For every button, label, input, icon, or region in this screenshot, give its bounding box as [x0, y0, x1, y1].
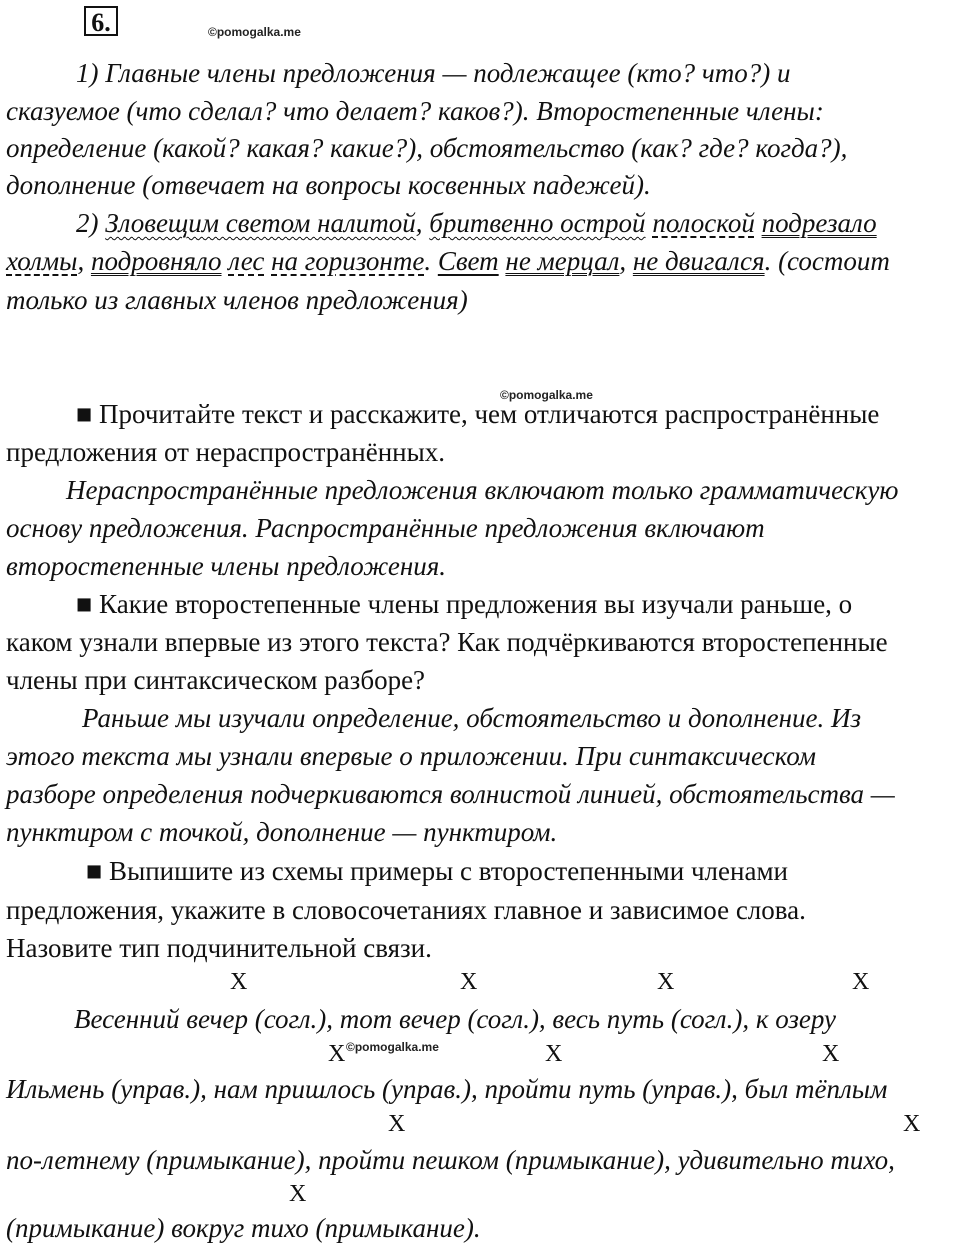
- reply3-line2: Ильмень (управ.), нам пришлось (управ.), пройти путь (управ.), был тёплым: [6, 1074, 888, 1104]
- question2-line2: каком узнали впервые из этого текста? Как подчёркиваются второстепенные: [6, 627, 888, 657]
- reply2-line3: разборе определения подчеркиваются волнистой линией, обстоятельства —: [6, 779, 895, 809]
- comma: ,: [77, 246, 91, 276]
- comma: ,: [415, 208, 430, 238]
- watermark-top: ©pomogalka.me: [208, 25, 301, 39]
- reply1-line3: второстепенные члены предложения.: [6, 551, 447, 581]
- answer2-line2: [6, 244, 890, 278]
- answer2-tail: . (состоит: [764, 246, 890, 276]
- answer1-line2: сказуемое (что сделал? что делает? каков?). Второстепенные члены:: [6, 96, 824, 126]
- adverbial-word: полоской: [652, 208, 755, 238]
- answer1-line4: дополнение (отвечает на вопросы косвенных падежей).: [6, 170, 651, 200]
- main-word-mark: X: [903, 1111, 921, 1137]
- reply1-line1: Нераспространённые предложения включают только грамматическую: [66, 475, 899, 505]
- reply2-line2: этого текста мы узнали впервые о приложении. При синтаксическом: [6, 741, 816, 771]
- object-word-2: лес: [228, 246, 265, 276]
- watermark-middle: ©pomogalka.me: [500, 388, 593, 402]
- main-word-mark: X: [657, 969, 675, 995]
- subject-word: Свет: [437, 246, 499, 276]
- predicate-word-4: не двигался: [632, 246, 765, 276]
- watermark-bottom: ©pomogalka.me: [346, 1040, 439, 1054]
- reply3-line1: Весенний вечер (согл.), тот вечер (согл.), весь путь (согл.), к озеру: [74, 1004, 836, 1034]
- question1-line1: ■ Прочитайте текст и расскажите, чем отличаются распространённые: [76, 399, 880, 429]
- answer2-line3: только из главных членов предложения): [6, 285, 468, 315]
- answer1-line3: определение (какой? какая? какие?), обстоятельство (как? где? когда?),: [6, 133, 848, 163]
- reply3-line4: (примыкание) вокруг тихо (примыкание).: [6, 1213, 481, 1243]
- main-word-mark: X: [545, 1041, 563, 1067]
- answer1-line1: 1) Главные члены предложения — подлежащее (кто? что?) и: [76, 58, 791, 88]
- question2-line3: члены при синтаксическом разборе?: [6, 665, 426, 695]
- object-word: холмы: [6, 246, 78, 276]
- answer2-number: 2): [76, 208, 106, 238]
- main-word-mark: X: [328, 1041, 346, 1067]
- answer2-line1: [76, 206, 877, 240]
- space: [755, 208, 762, 238]
- main-word-mark: X: [230, 969, 248, 995]
- main-word-mark: X: [460, 969, 478, 995]
- period: .: [424, 246, 438, 276]
- main-word-mark: X: [852, 969, 870, 995]
- question1-line2: предложения от нераспространённых.: [6, 437, 446, 467]
- definition-phrase: Зловещим светом налитой: [105, 208, 416, 238]
- adverbial-phrase: на горизонте: [271, 246, 425, 276]
- question3-line3: Назовите тип подчинительной связи.: [6, 933, 432, 963]
- question3-line1: ■ Выпишите из схемы примеры с второстепенными членами: [86, 856, 788, 886]
- task-number-box: 6.: [84, 6, 118, 36]
- definition-phrase-2: бритвенно острой: [429, 208, 646, 238]
- question3-line2: предложения, укажите в словосочетаниях главное и зависимое слова.: [6, 895, 806, 925]
- predicate-word-2: подровняло: [90, 246, 222, 276]
- reply2-line1: Раньше мы изучали определение, обстоятельство и дополнение. Из: [82, 703, 861, 733]
- predicate-word: подрезало: [761, 208, 877, 238]
- main-word-mark: X: [289, 1181, 307, 1207]
- main-word-mark: X: [388, 1111, 406, 1137]
- reply1-line2: основу предложения. Распространённые предложения включают: [6, 513, 765, 543]
- main-word-mark: X: [822, 1041, 840, 1067]
- reply2-line4: пунктиром с точкой, дополнение — пунктиром.: [6, 817, 558, 847]
- reply3-line3: по-летнему (примыкание), пройти пешком (примыкание), удивительно тихо,: [6, 1145, 895, 1175]
- question2-line1: ■ Какие второстепенные члены предложения вы изучали раньше, о: [76, 589, 853, 619]
- predicate-word-3: не мерцал: [505, 246, 620, 276]
- comma: ,: [619, 246, 633, 276]
